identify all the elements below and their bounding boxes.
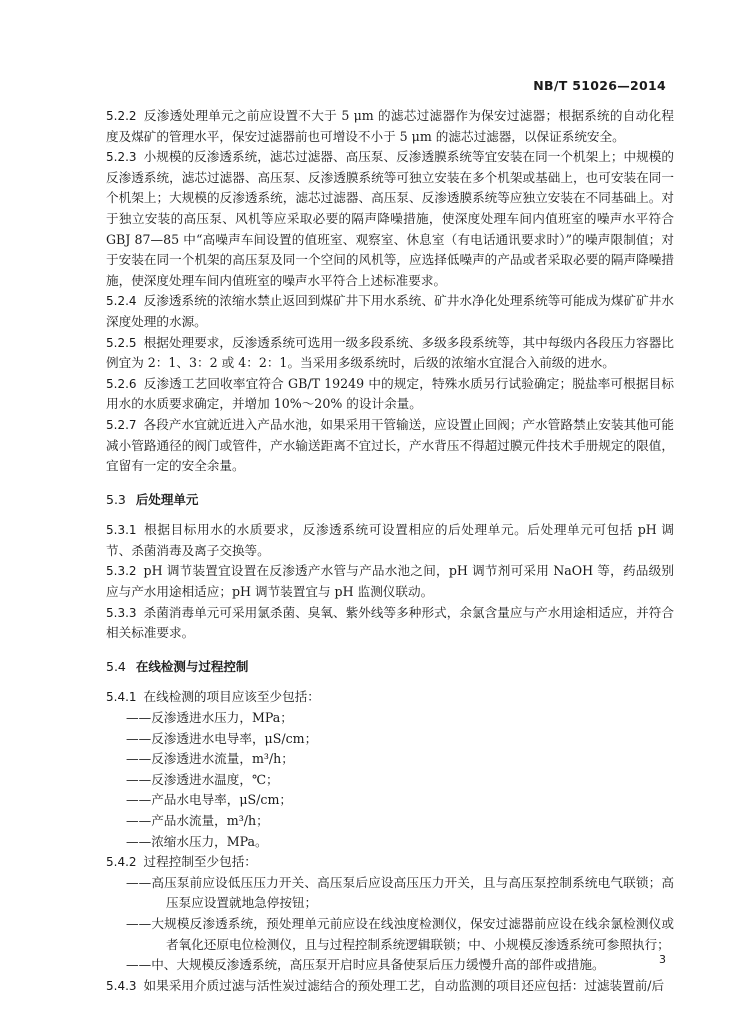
clause-5-3-3 xyxy=(106,603,674,644)
clause-number: 5.4.3 xyxy=(106,978,137,993)
clause-5-4-1 xyxy=(106,687,674,708)
section-number: 5.3 xyxy=(106,491,126,507)
clause-5-2-3 xyxy=(106,147,674,291)
section-title: 后处理单元 xyxy=(135,491,199,507)
list-item: ——反渗透进水流量，m³/h； xyxy=(126,751,294,767)
clause-5-4-3 xyxy=(106,976,674,997)
list-item: ——大规模反渗透系统，预处理单元前应设在线浊度检测仪，保安过滤器前应设在线余氯检测仪或者氧化还原电位检测仪，且与过程控制系统逻辑联锁；中、小规模反渗透系统可参照执行； xyxy=(126,915,674,952)
clause-5-2-5 xyxy=(106,333,674,374)
list-item: ——反渗透进水温度，℃； xyxy=(126,771,279,787)
clause-number: 5.2.5 xyxy=(106,335,137,350)
clause-number: 5.3.1 xyxy=(106,523,137,538)
clause-text: 小规模的反渗透系统，滤芯过滤器、高压泵、反渗透膜系统等宜安装在同一个机架上；中规模的反渗透系统，滤芯过滤器、高压泵、反渗透膜系统等可独立安装在多个机架或基础上，也可安装在同一个机架上；大规模的反渗透系统，滤芯过滤器、高压泵、反渗透膜系统等应独立安装在不同基础上。对于独立安装的高压泵、风机等应采取必要的隔声降噪措施，使深度处理车间内值班室的噪声水平符合 GBJ 87—85 中“高噪声车间设置的值班室、观察室、休息室（有电话通讯要求时）”的噪声限制值；对于安装在同一个机架的高压泵及同一个空间的风机等，应选择低噪声的产品或者采取必要的隔声降噪措施，使深度处理车间内值班室的噪声水平符合上述标准要求。 xyxy=(106,149,674,288)
clause-number: 5.2.3 xyxy=(106,150,137,165)
clause-5-3-2 xyxy=(106,561,674,602)
clause-number: 5.2.4 xyxy=(106,294,137,309)
clause-text: 反渗透工艺回收率宜符合 GB/T 19249 中的规定，特殊水质另行试验确定；脱盐率可根据目标用水的水质要求确定，并增加 10%～20% 的设计余量。 xyxy=(106,375,674,412)
clause-text: pH 调节装置宜设置在反渗透产水管与产品水池之间，pH 调节剂可采用 NaOH 等，药品级别应与产水用途相适应；pH 调节装置宜与 pH 监测仪联动。 xyxy=(106,563,674,600)
list-item: ——产品水流量，m³/h； xyxy=(126,813,269,828)
clause-number: 5.4.1 xyxy=(106,690,137,705)
list-item: ——产品水电导率，μS/cm； xyxy=(126,792,292,808)
clause-number: 5.2.6 xyxy=(106,376,137,391)
clause-text: 过程控制至少包括： xyxy=(143,854,257,870)
section-heading-5-4 xyxy=(106,657,674,678)
clause-text: 各段产水宜就近进入产品水池，如果采用干管输送，应设置止回阀；产水管路禁止安装其他可能减小管路通径的阀门或管件，产水输送距离不宜过长，产水背压不得超过膜元件技术手册规定的限值，宜留有一定的安全余量。 xyxy=(106,416,674,474)
clause-number: 5.3.2 xyxy=(106,564,137,579)
clause-text: 反渗透处理单元之前应设置不大于 5 μm 的滤芯过滤器作为保安过滤器；根据系统的自动化程度及煤矿的管理水平，保安过滤器前也可增设不小于 5 μm 的滤芯过滤器，以保证系统安全。 xyxy=(106,108,674,144)
clause-text: 杀菌消毒单元可采用氯杀菌、臭氧、紫外线等多种形式，余氯含量应与产水用途相适应，并符合相关标准要求。 xyxy=(106,604,674,641)
clause-5-2-6 xyxy=(106,374,674,415)
clause-number: 5.2.2 xyxy=(106,109,137,123)
clause-number: 5.2.7 xyxy=(106,417,137,432)
list-item: ——反渗透进水电导率，μS/cm； xyxy=(126,730,318,746)
list-item: ——高压泵前应设低压压力开关、高压泵后应设高压压力开关，且与高压泵控制系统电气联锁；高压泵应设置就地急停按钮； xyxy=(126,874,674,911)
clause-5-2-7 xyxy=(106,415,674,477)
section-heading-5-3 xyxy=(106,490,674,511)
page-number: 3 xyxy=(659,953,666,966)
clause-number: 5.3.3 xyxy=(106,605,137,620)
clause-number: 5.4.2 xyxy=(106,855,137,870)
clause-5-2-4 xyxy=(106,291,674,332)
list-item: ——中、大规模反渗透系统，高压泵开启时应具备使泵后压力缓慢升高的部件或措施。 xyxy=(126,957,605,973)
standard-code: NB/T 51026—2014 xyxy=(533,78,666,93)
clause-text: 反渗透系统的浓缩水禁止返回到煤矿井下用水系统、矿井水净化处理系统等可能成为煤矿矿井水深度处理的水源。 xyxy=(106,293,674,329)
list-item: ——浓缩水压力，MPa。 xyxy=(126,833,268,849)
clause-5-3-1 xyxy=(106,520,674,561)
clause-text: 在线检测的项目应该至少包括： xyxy=(143,689,320,705)
page-content xyxy=(106,106,674,996)
clause-5-4-2 xyxy=(106,852,674,873)
clause-text: 如果采用介质过滤与活性炭过滤结合的预处理工艺，自动监测的项目还应包括：过滤装置前/后 xyxy=(143,977,665,993)
list-item: ——反渗透进水压力，MPa； xyxy=(126,710,293,726)
section-title: 在线检测与过程控制 xyxy=(135,658,249,674)
clause-text: 根据处理要求，反渗透系统可选用一级多段系统、多级多段系统等，其中每级内各段压力容器比例宜为 2：1、3：2 或 4：2：1。当采用多级系统时，后级的浓缩水宜混合入前级的进水。 xyxy=(106,334,674,371)
section-number: 5.4 xyxy=(106,658,126,674)
clause-text: 根据目标用水的水质要求，反渗透系统可设置相应的后处理单元。后处理单元可包括 pH 调节、杀菌消毒及离子交换等。 xyxy=(106,522,674,558)
clause-5-2-2 xyxy=(106,106,674,147)
